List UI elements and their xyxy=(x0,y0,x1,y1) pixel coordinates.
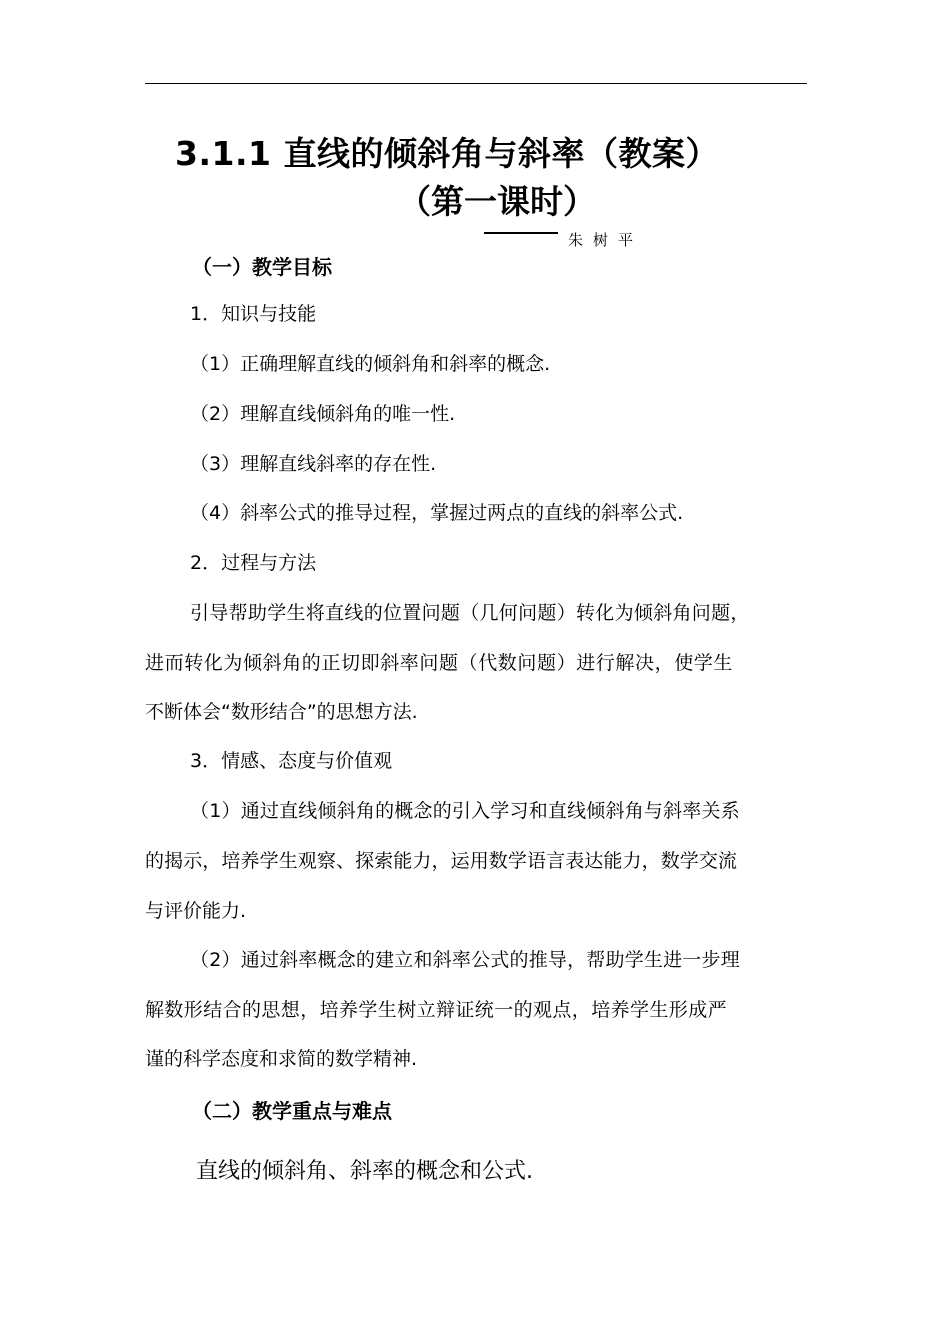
paragraph-line: 谨的科学态度和求简的数学精神. xyxy=(145,1048,418,1070)
paragraph-line: 与评价能力. xyxy=(145,900,247,922)
subheading-process-method: 2．过程与方法 xyxy=(190,552,317,574)
subheading-attitude-values: 3．情感、态度与价值观 xyxy=(190,750,393,772)
paragraph-line: 引导帮助学生将直线的位置问题（几何问题）转化为倾斜角问题， xyxy=(190,602,750,624)
list-item: （1）正确理解直线的倾斜角和斜率的概念. xyxy=(190,353,551,375)
paragraph-line: 不断体会“数形结合”的思想方法. xyxy=(145,701,418,723)
section-heading-key-points: （二）教学重点与难点 xyxy=(192,1099,392,1123)
paragraph-line: 的揭示，培养学生观察、探索能力，运用数学语言表达能力，数学交流 xyxy=(145,850,738,872)
author-name: 朱树平 xyxy=(568,231,644,249)
list-item: （2）理解直线倾斜角的唯一性. xyxy=(190,403,456,425)
author-dash xyxy=(484,232,558,234)
document-title: 3.1.1 直线的倾斜角与斜率（教案） xyxy=(175,134,719,173)
paragraph-line: 进而转化为倾斜角的正切即斜率问题（代数问题）进行解决，使学生 xyxy=(145,652,734,674)
list-item: （4）斜率公式的推导过程，掌握过两点的直线的斜率公式. xyxy=(190,502,684,524)
header-rule xyxy=(145,83,807,84)
paragraph-line: （2）通过斜率概念的建立和斜率公式的推导，帮助学生进一步理 xyxy=(190,949,740,971)
key-points-text: 直线的倾斜角、斜率的概念和公式. xyxy=(196,1159,533,1184)
document-subtitle: （第一课时） xyxy=(398,182,596,221)
list-item: （3）理解直线斜率的存在性. xyxy=(190,453,437,475)
subheading-knowledge-skills: 1．知识与技能 xyxy=(190,303,317,325)
section-heading-objectives: （一）教学目标 xyxy=(192,255,332,279)
paragraph-line: 解数形结合的思想，培养学生树立辩证统一的观点，培养学生形成严 xyxy=(145,999,728,1021)
paragraph-line: （1）通过直线倾斜角的概念的引入学习和直线倾斜角与斜率关系 xyxy=(190,800,740,822)
